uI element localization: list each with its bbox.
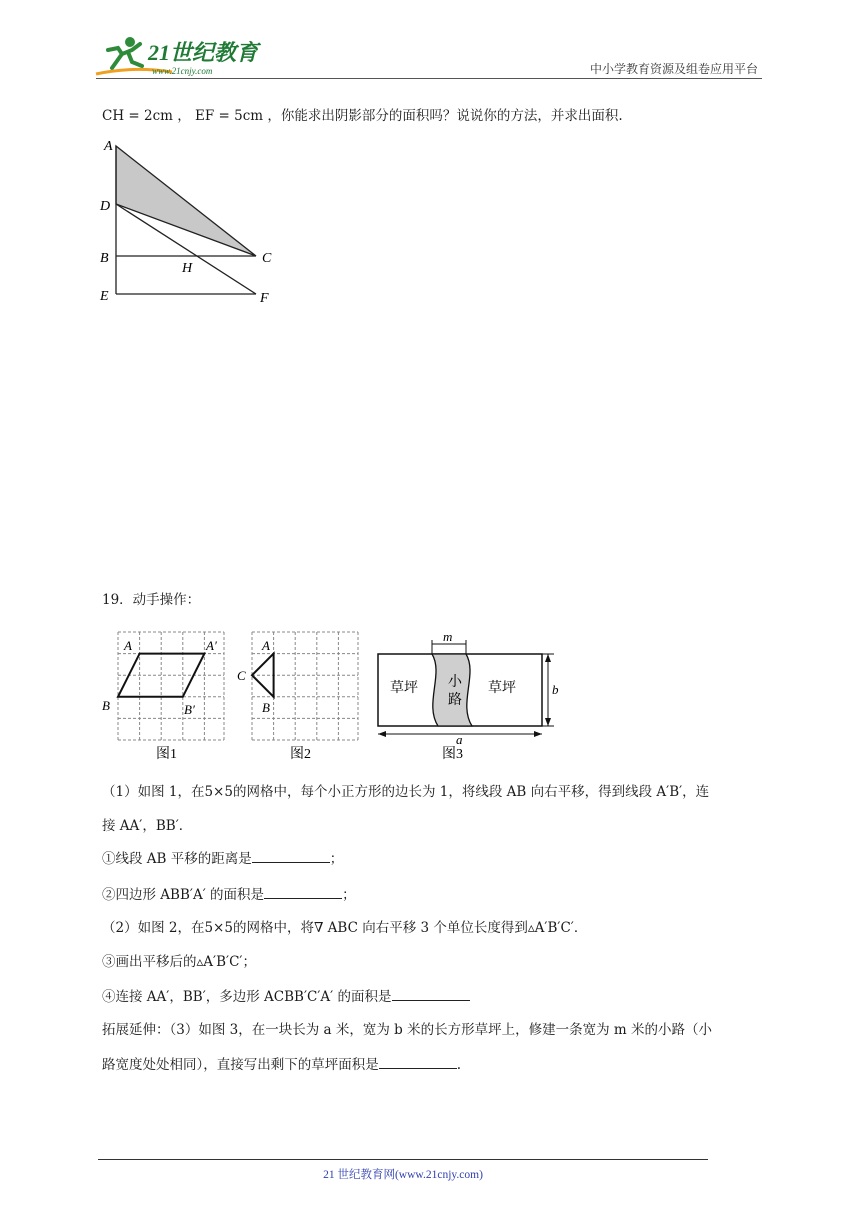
answer-blank-4[interactable] (379, 1054, 457, 1069)
site-logo (92, 30, 262, 80)
figure-2 (234, 630, 364, 766)
fig2-label-A: A (262, 638, 270, 653)
path-road (432, 654, 472, 726)
q19-title: 19．动手操作： (102, 592, 201, 608)
fig1-label-B-prime: B′ (184, 702, 195, 717)
fig2-caption: 图2 (290, 747, 311, 762)
fig2-label-B: B (262, 700, 270, 715)
figure-3 (372, 626, 562, 766)
answer-blank-2[interactable] (264, 884, 342, 899)
item-4 (102, 986, 470, 1007)
fig1-caption: 图1 (156, 747, 177, 762)
item-2-text: ②四边形 ABB′A′ 的面积是 (102, 887, 265, 903)
header-divider (96, 78, 762, 79)
fig3-label-b: b (552, 682, 559, 697)
part1-line1: （1）如图 1，在5×5的网格中，每个小正方形的边长为 1，将线段 AB 向右平移，得到线段 A′B′，连 (102, 784, 710, 800)
fig1-label-A: A (124, 638, 132, 653)
extension-line2-text: 路宽度处处相同），直接写出剩下的草坪面积是 (102, 1057, 379, 1073)
answer-blank-1[interactable] (252, 848, 330, 863)
shaded-region (116, 146, 256, 256)
label-B: B (100, 251, 109, 266)
label-A: A (104, 139, 113, 154)
footer-link[interactable]: 21 世纪教育网(www.21cnjy.com) (323, 1169, 483, 1181)
lawn-left-label: 草坪 (390, 681, 418, 696)
answer-blank-3[interactable] (392, 986, 470, 1001)
logo-text: 21世纪教育 (148, 40, 259, 65)
fig1-label-A-prime: A′ (206, 638, 217, 653)
label-C: C (262, 251, 272, 266)
item-2 (102, 884, 356, 905)
extension-line2 (102, 1054, 461, 1075)
figure-1 (100, 630, 230, 766)
label-E: E (100, 289, 109, 304)
fig3-label-a: a (456, 732, 463, 747)
platform-name: 中小学教育资源及组卷应用平台 (589, 62, 758, 76)
label-H: H (182, 261, 193, 276)
item-1-text: ①线段 AB 平移的距离是 (102, 851, 252, 867)
q18-intro: CH = 2cm ， EF = 5cm ，你能求出阴影部分的面积吗？说说你的方法，并求出面积. (102, 108, 623, 124)
label-D: D (100, 199, 111, 214)
extension-line1: 拓展延伸：（3）如图 3，在一块长为 a 米，宽为 b 米的长方形草坪上，修建一条宽为 m 米的小路（小 (102, 1022, 712, 1038)
fig3-label-m: m (443, 629, 453, 644)
q18-figure (96, 136, 286, 316)
label-F: F (260, 291, 269, 306)
road-label-2: 路 (448, 693, 462, 708)
item-4-text: ④连接 AA′，BB′，多边形 ACBB′C′A′ 的面积是 (102, 989, 392, 1005)
logo-url: www.21cnjy.com (152, 66, 213, 76)
fig3-caption: 图3 (442, 747, 463, 762)
road-label-1: 小 (448, 675, 462, 690)
extension-end: . (456, 1057, 462, 1073)
item-1 (102, 848, 343, 869)
footer-divider (98, 1159, 708, 1160)
item-3: ③画出平移后的▵A′B′C′； (102, 954, 256, 970)
part1-line2: 接 AA′，BB′． (102, 818, 193, 834)
item-1-end: ； (329, 851, 344, 867)
lawn-right-label: 草坪 (488, 681, 516, 696)
fig1-label-B: B (102, 698, 110, 713)
item-2-end: ； (342, 887, 356, 903)
part2: （2）如图 2，在5×5的网格中，将∇ ABC 向右平移 3 个单位长度得到▵A′B′C′． (102, 920, 588, 936)
fig2-label-C: C (237, 668, 246, 683)
